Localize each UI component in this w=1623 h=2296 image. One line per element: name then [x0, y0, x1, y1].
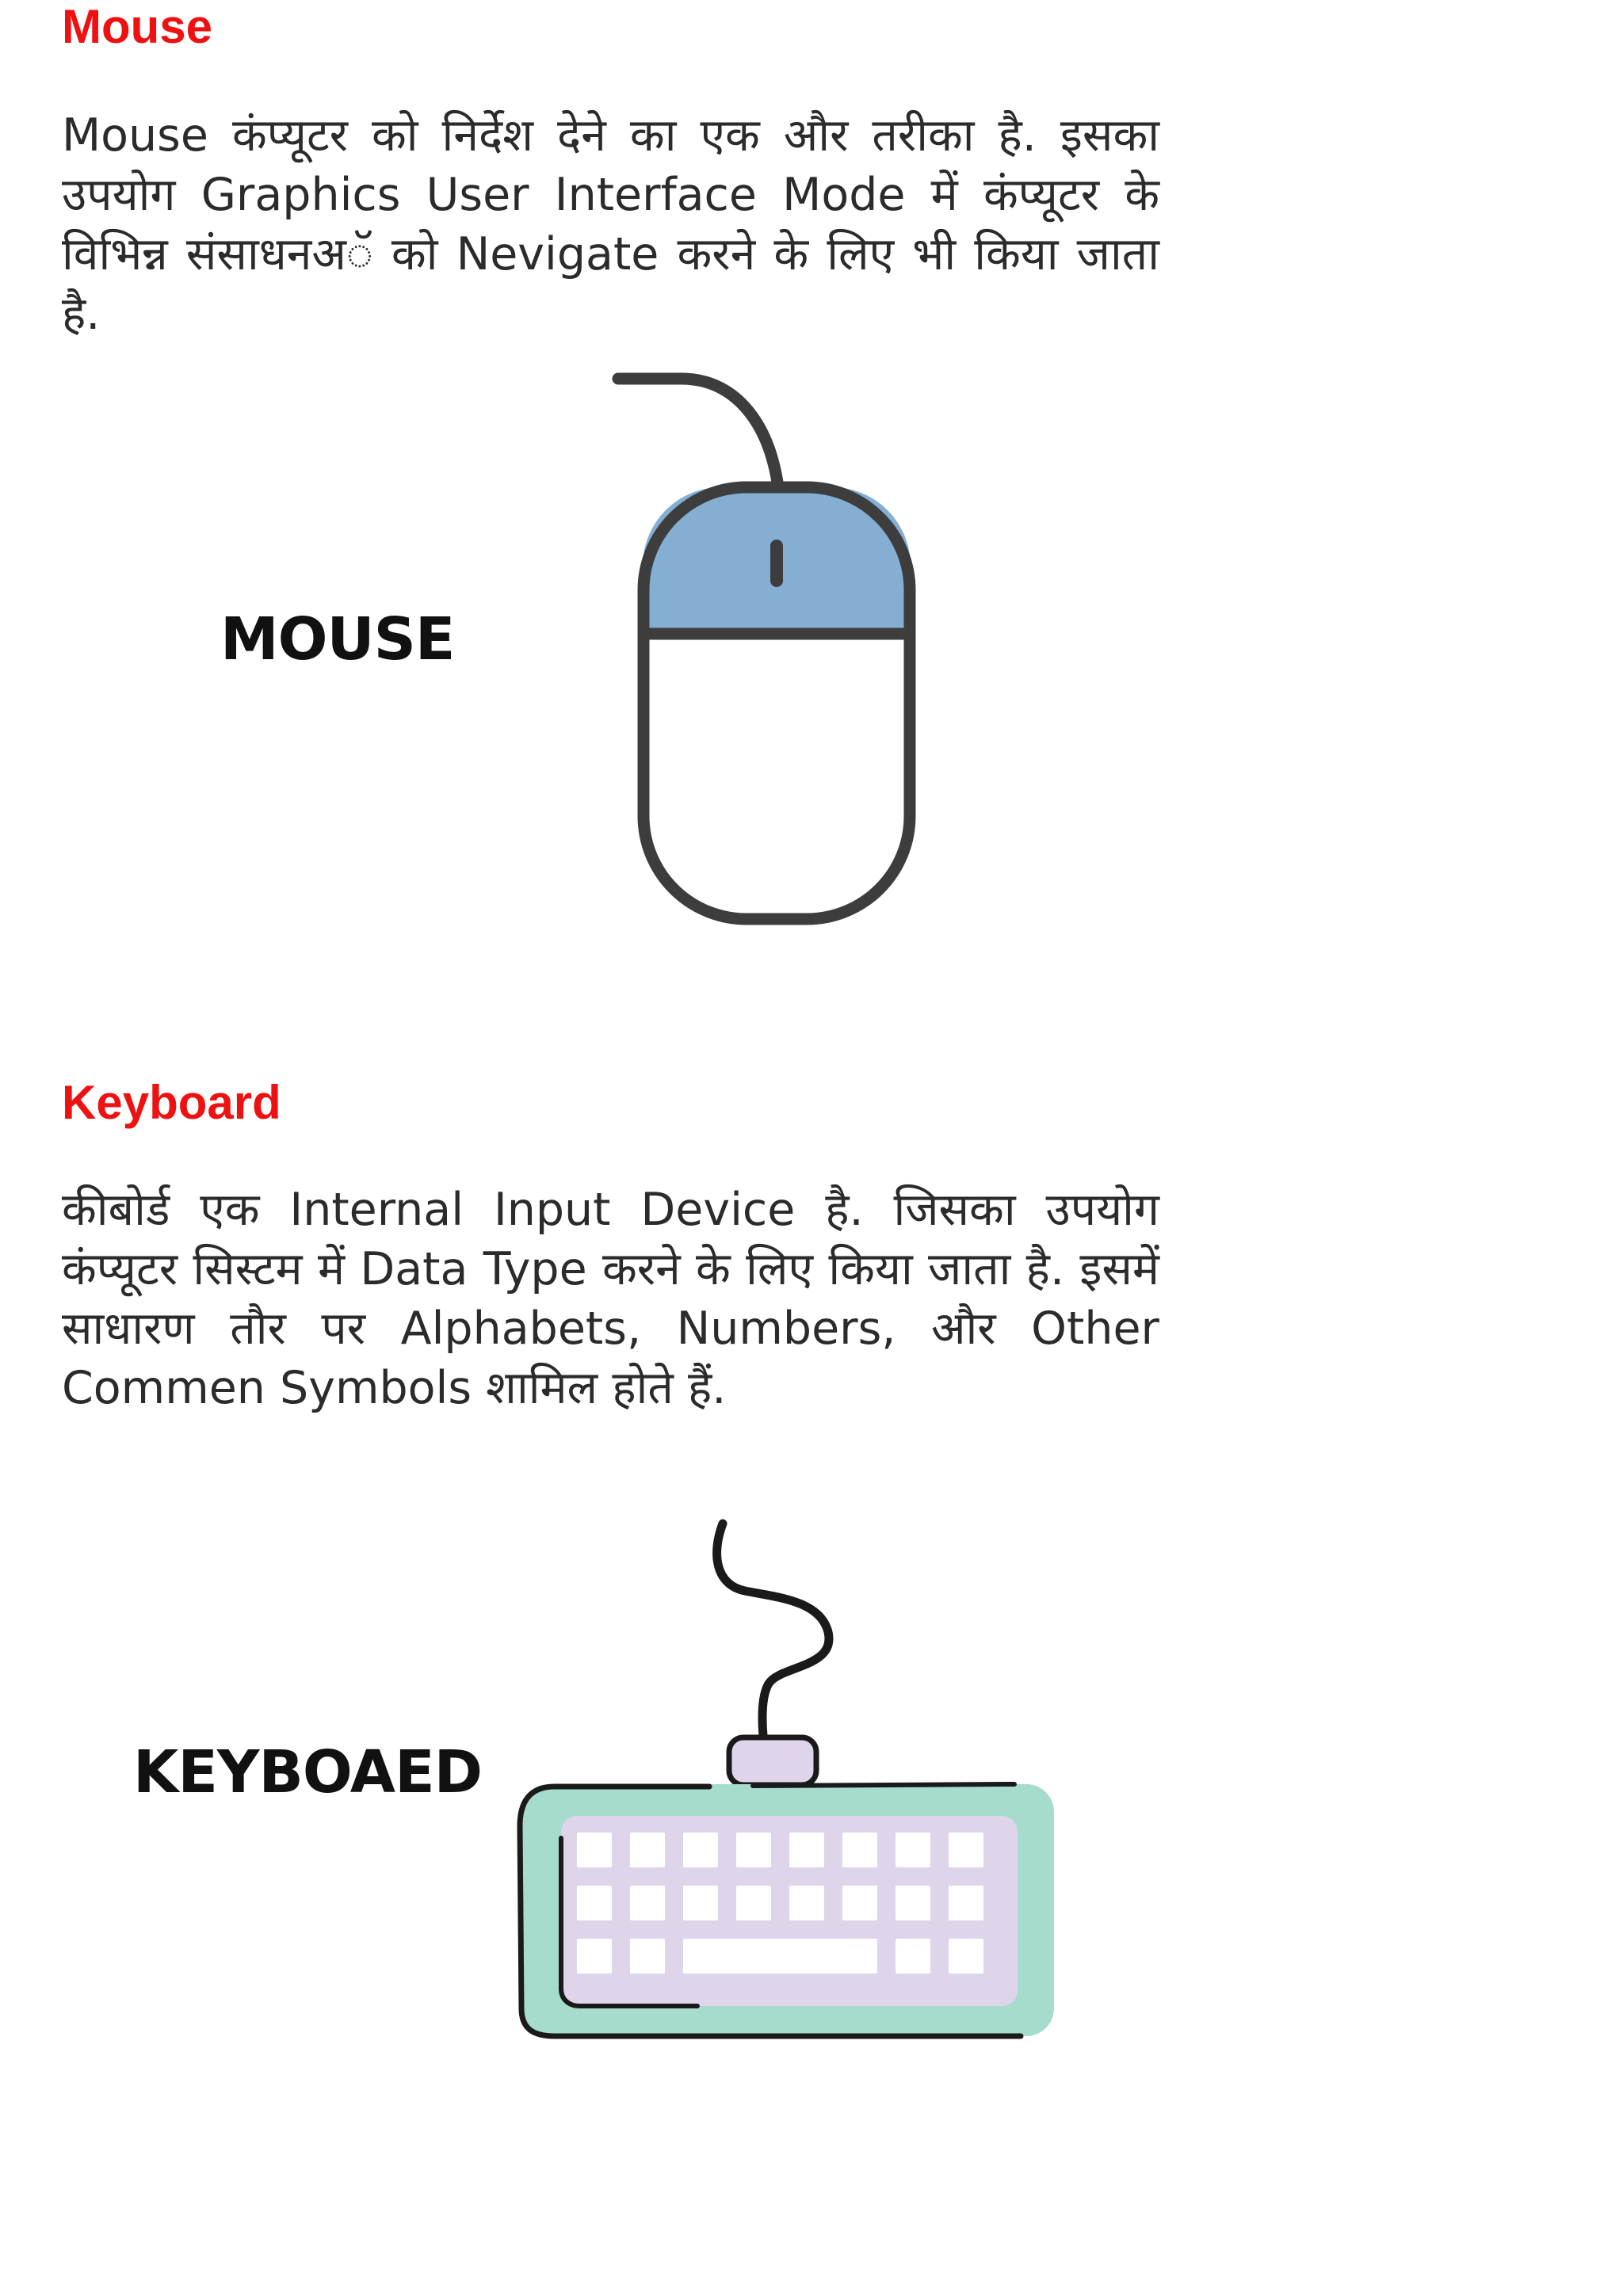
mouse-figure-label: MOUSE	[220, 605, 455, 673]
keyboard-figure-label: KEYBOAED	[133, 1738, 483, 1806]
keyboard-description: कीबोर्ड एक Internal Input Device है. जिसका उपयोग कंप्यूटर सिस्टम में Data Type करने के लिए किया जाता है. इसमें साधारण तौर पर Alphabets, Numbers, और Other Commen Symbols शामिल होते हैं.	[62, 1184, 1159, 1414]
computer-keyboard-icon	[507, 1513, 1070, 2052]
computer-mouse-icon	[602, 360, 935, 947]
mouse-description: Mouse कंप्यूटर को निर्देश देने का एक और तरीका है. इसका उपयोग Graphics User Interface Mode में कंप्यूटर के विभिन्न संसाधनअॅ को Nevigate करने के लिए भी किया जाता है.	[62, 109, 1159, 340]
mouse-heading: Mouse	[62, 0, 213, 53]
keyboard-heading: Keyboard	[62, 1076, 281, 1129]
